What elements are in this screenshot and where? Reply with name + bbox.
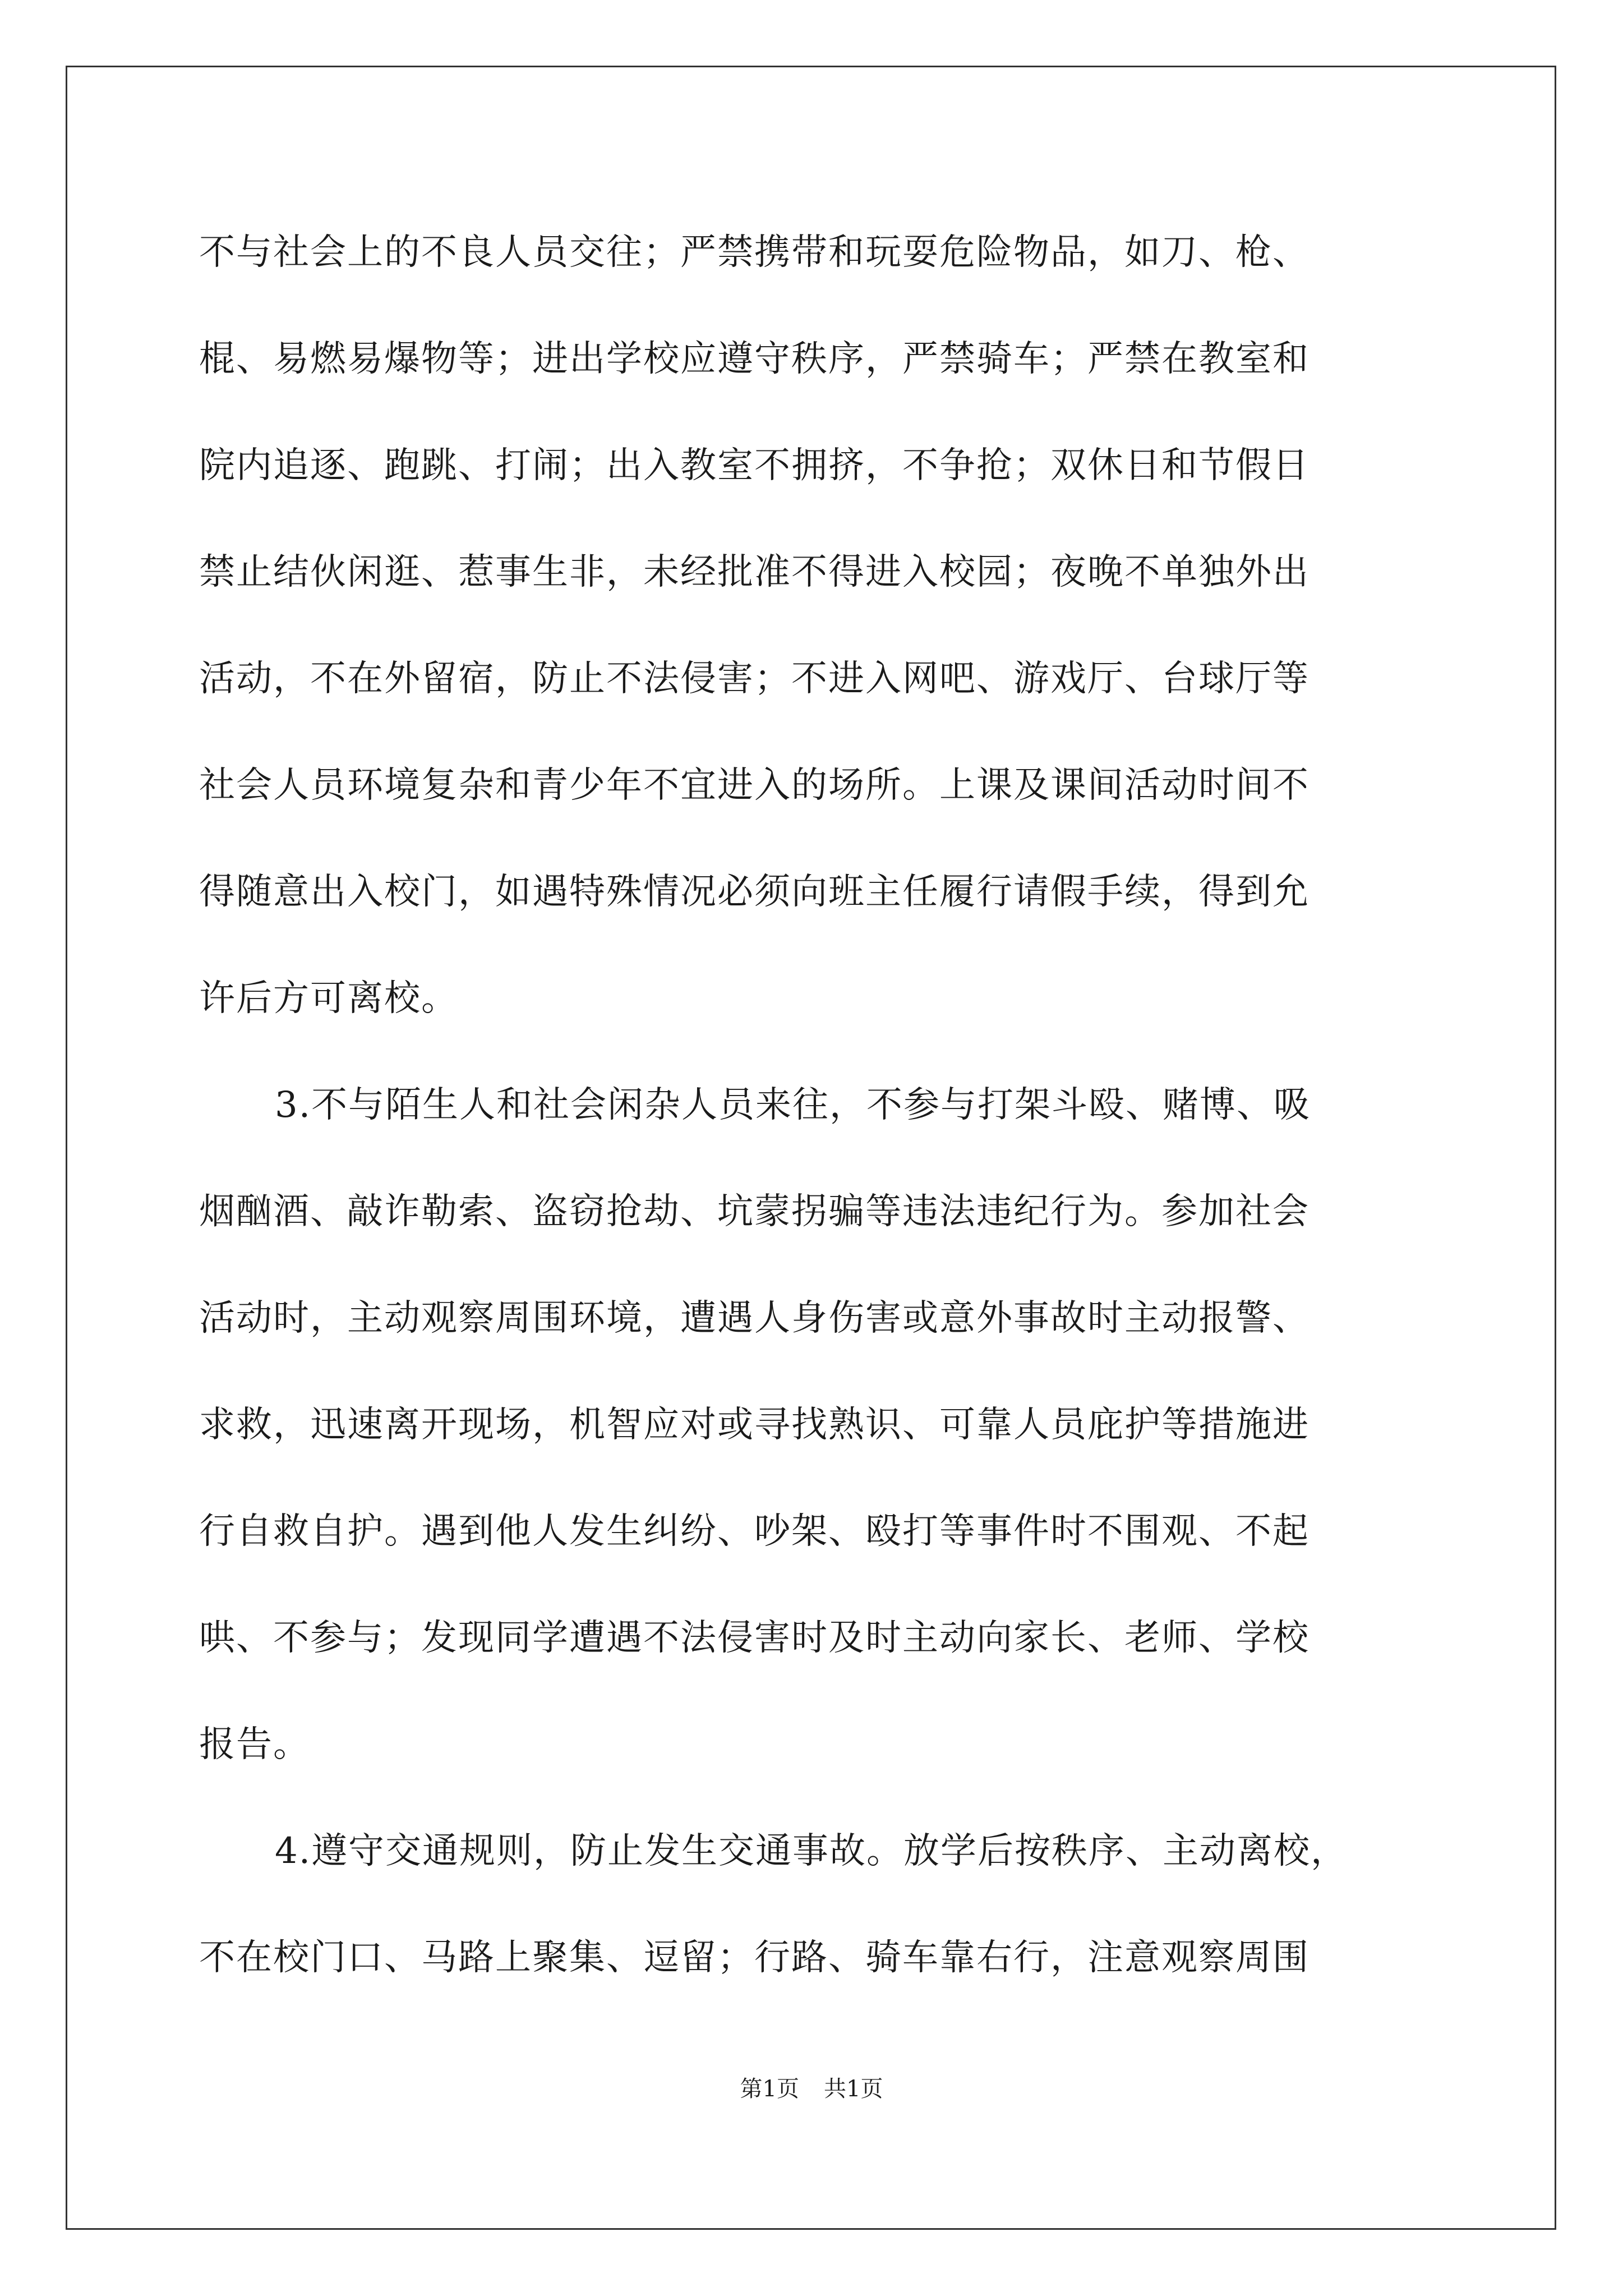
text-line: 活动，不在外留宿，防止不法侵害；不进入网吧、游戏厅、台球厅等: [199, 658, 1310, 700]
text-line: 许后方可离校。: [199, 978, 458, 1019]
text-line: 报告。: [199, 1724, 310, 1765]
text-line: 烟酗酒、敲诈勒索、盗窃抢劫、坑蒙拐骗等违法违纪行为。参加社会: [199, 1191, 1310, 1232]
text-line: 活动时，主动观察周围环境，遭遇人身伤害或意外事故时主动报警、: [199, 1297, 1310, 1339]
document-body: [199, 199, 1427, 2011]
text-line: 求救，迅速离开现场，机智应对或寻找熟识、可靠人员庇护等措施进: [199, 1404, 1310, 1446]
page-total: 共1页: [824, 2076, 883, 2102]
text-line: 哄、不参与；发现同学遭遇不法侵害时及时主动向家长、老师、学校: [199, 1617, 1310, 1659]
text-line: 不在校门口、马路上聚集、逗留；行路、骑车靠右行，注意观察周围: [199, 1937, 1310, 1978]
text-line: 不与社会上的不良人员交往；严禁携带和玩耍危险物品，如刀、枪、: [199, 232, 1310, 273]
page-number: 第1页: [740, 2076, 799, 2102]
text-line: 得随意出入校门，如遇特殊情况必须向班主任履行请假手续，得到允: [199, 871, 1310, 913]
paragraph-4-start: 4.遵守交通规则，防止发生交通事故。放学后按秩序、主动离校，: [275, 1830, 1348, 1872]
text-line: 社会人员环境复杂和青少年不宜进入的场所。上课及课间活动时间不: [199, 765, 1310, 806]
text-line: 禁止结伙闲逛、惹事生非，未经批准不得进入校园；夜晚不单独外出: [199, 551, 1310, 593]
text-line: 行自救自护。遇到他人发生纠纷、吵架、殴打等事件时不围观、不起: [199, 1511, 1310, 1552]
page-footer: [0, 2071, 1623, 2103]
text-line: 棍、易燃易爆物等；进出学校应遵守秩序，严禁骑车；严禁在教室和: [199, 338, 1310, 380]
paragraph-3-start: 3.不与陌生人和社会闲杂人员来往，不参与打架斗殴、赌博、吸: [275, 1084, 1311, 1126]
text-line: 院内追逐、跑跳、打闹；出入教室不拥挤，不争抢；双休日和节假日: [199, 445, 1310, 486]
